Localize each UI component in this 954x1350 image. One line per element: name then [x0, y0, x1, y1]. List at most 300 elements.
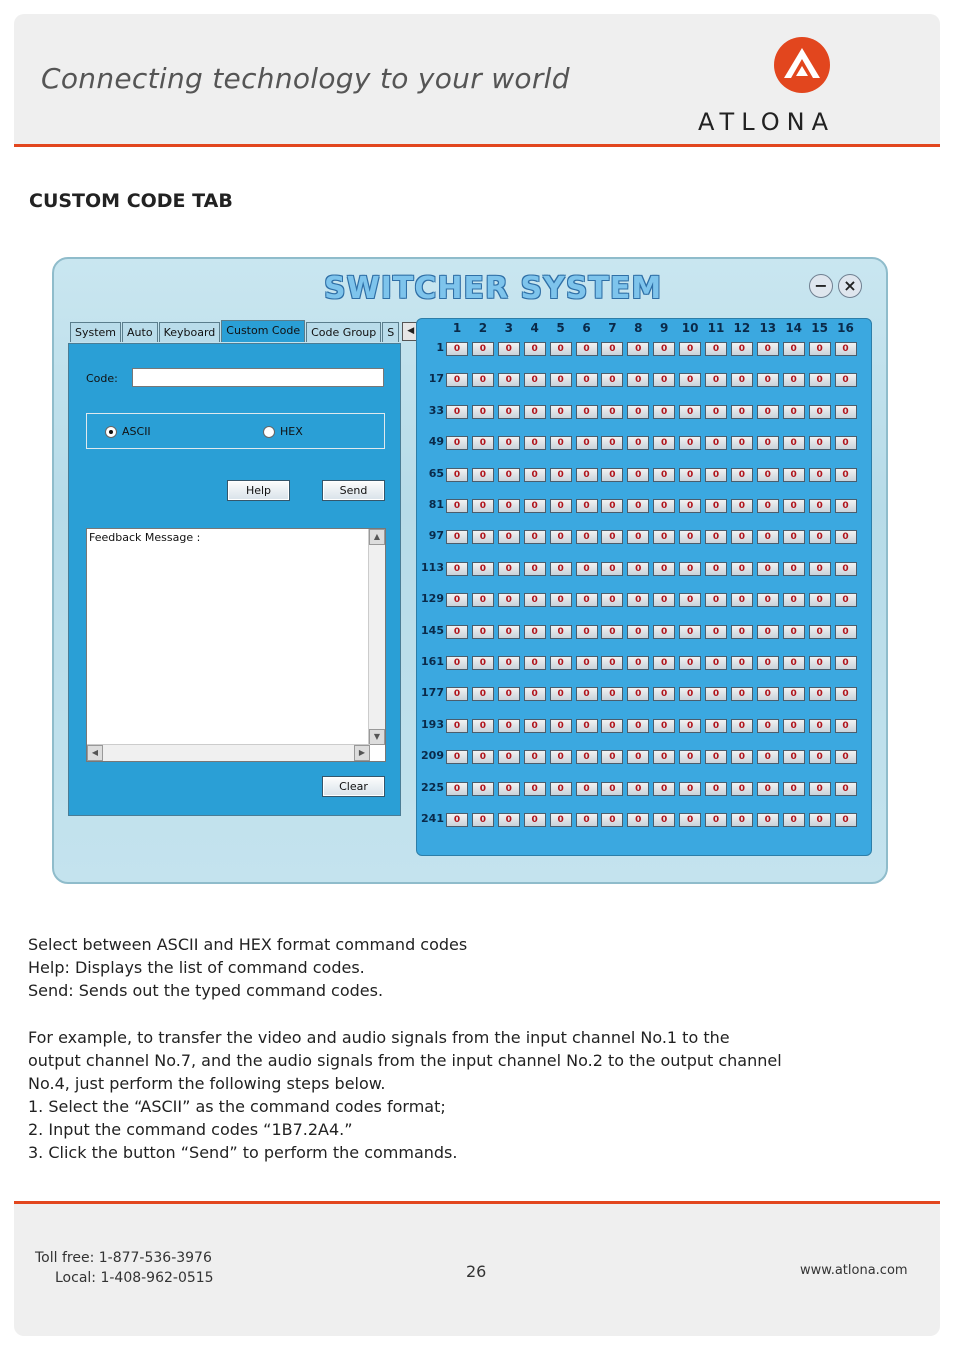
matrix-cell-button[interactable]: 0 [550, 342, 572, 356]
scroll-down-icon[interactable]: ▼ [369, 729, 385, 745]
matrix-cell-button[interactable]: 0 [835, 656, 857, 670]
matrix-cell-button[interactable]: 0 [731, 719, 753, 733]
matrix-cell-button[interactable]: 0 [809, 782, 831, 796]
matrix-cell-button[interactable]: 0 [731, 530, 753, 544]
matrix-cell-button[interactable]: 0 [524, 719, 546, 733]
matrix-cell-button[interactable]: 0 [809, 656, 831, 670]
matrix-cell-button[interactable]: 0 [783, 562, 805, 576]
matrix-cell-button[interactable]: 0 [498, 342, 520, 356]
matrix-cell-button[interactable]: 0 [498, 687, 520, 701]
matrix-cell-button[interactable]: 0 [835, 499, 857, 513]
matrix-cell-button[interactable]: 0 [627, 593, 649, 607]
matrix-cell-button[interactable]: 0 [550, 719, 572, 733]
matrix-cell-button[interactable]: 0 [524, 373, 546, 387]
matrix-cell-button[interactable]: 0 [446, 719, 468, 733]
matrix-cell-button[interactable]: 0 [731, 436, 753, 450]
matrix-cell-button[interactable]: 0 [705, 782, 727, 796]
matrix-row-header: 145 [421, 623, 444, 637]
matrix-cell-button[interactable]: 0 [679, 530, 701, 544]
matrix-cell-button[interactable]: 0 [472, 750, 494, 764]
matrix-cell-button[interactable]: 0 [809, 436, 831, 450]
matrix-cell-button[interactable]: 0 [783, 656, 805, 670]
matrix-cell-button[interactable]: 0 [446, 750, 468, 764]
matrix-cell-button[interactable]: 0 [601, 562, 623, 576]
body-text-line: No.4, just perform the following steps below. [28, 1074, 386, 1093]
matrix-cell-button[interactable]: 0 [576, 468, 598, 482]
matrix-cell-button[interactable]: 0 [679, 656, 701, 670]
matrix-cell-button[interactable]: 0 [835, 813, 857, 827]
matrix-cell-button[interactable]: 0 [757, 687, 779, 701]
matrix-cell-button[interactable]: 0 [809, 750, 831, 764]
matrix-cell-button[interactable]: 0 [576, 373, 598, 387]
matrix-cell-button[interactable]: 0 [679, 750, 701, 764]
matrix-cell-button[interactable]: 0 [550, 656, 572, 670]
matrix-cell-button[interactable]: 0 [731, 782, 753, 796]
matrix-cell-button[interactable]: 0 [627, 782, 649, 796]
horizontal-scrollbar[interactable] [87, 744, 370, 761]
matrix-cell-button[interactable]: 0 [576, 342, 598, 356]
matrix-cell-button[interactable]: 0 [783, 405, 805, 419]
ascii-label: ASCII [122, 425, 151, 438]
matrix-cell-button[interactable]: 0 [627, 468, 649, 482]
tab-s[interactable]: S [382, 322, 399, 342]
matrix-cell-button[interactable]: 0 [601, 593, 623, 607]
matrix-cell-button[interactable]: 0 [550, 373, 572, 387]
matrix-cell-button[interactable]: 0 [679, 813, 701, 827]
matrix-cell-button[interactable]: 0 [627, 656, 649, 670]
matrix-cell-button[interactable]: 0 [809, 342, 831, 356]
matrix-cell-button[interactable]: 0 [679, 719, 701, 733]
matrix-cell-button[interactable]: 0 [809, 813, 831, 827]
tab-auto[interactable]: Auto [122, 322, 158, 342]
matrix-cell-button[interactable]: 0 [627, 687, 649, 701]
matrix-cell-button[interactable]: 0 [705, 530, 727, 544]
matrix-cell-button[interactable]: 0 [576, 656, 598, 670]
matrix-cell-button[interactable]: 0 [731, 625, 753, 639]
matrix-cell-button[interactable]: 0 [705, 499, 727, 513]
matrix-cell-button[interactable]: 0 [601, 813, 623, 827]
matrix-cell-button[interactable]: 0 [550, 468, 572, 482]
matrix-cell-button[interactable]: 0 [576, 593, 598, 607]
body-text-line: 3. Click the button “Send” to perform the commands. [28, 1143, 458, 1162]
matrix-cell-button[interactable]: 0 [601, 625, 623, 639]
tab-system[interactable]: System [70, 322, 121, 342]
matrix-cell-button[interactable]: 0 [705, 656, 727, 670]
matrix-cell-button[interactable]: 0 [627, 436, 649, 450]
matrix-cell-button[interactable]: 0 [653, 436, 675, 450]
matrix-cell-button[interactable]: 0 [835, 468, 857, 482]
matrix-cell-button[interactable]: 0 [731, 656, 753, 670]
matrix-cell-button[interactable]: 0 [653, 499, 675, 513]
matrix-cell-button[interactable]: 0 [524, 562, 546, 576]
matrix-cell-button[interactable]: 0 [809, 625, 831, 639]
matrix-cell-button[interactable]: 0 [653, 750, 675, 764]
matrix-cell-button[interactable]: 0 [653, 530, 675, 544]
matrix-cell-button[interactable]: 0 [653, 342, 675, 356]
matrix-cell-button[interactable]: 0 [550, 593, 572, 607]
matrix-cell-button[interactable]: 0 [524, 625, 546, 639]
matrix-cell-button[interactable]: 0 [783, 436, 805, 450]
matrix-cell-button[interactable]: 0 [627, 499, 649, 513]
close-icon[interactable]: × [838, 274, 862, 298]
matrix-cell-button[interactable]: 0 [446, 813, 468, 827]
matrix-row-header: 1 [436, 341, 444, 354]
matrix-cell-button[interactable]: 0 [783, 687, 805, 701]
matrix-cell-button[interactable]: 0 [835, 530, 857, 544]
matrix-cell-button[interactable]: 0 [550, 405, 572, 419]
matrix-cell-button[interactable]: 0 [498, 405, 520, 419]
matrix-cell-button[interactable]: 0 [653, 719, 675, 733]
matrix-cell-button[interactable]: 0 [653, 373, 675, 387]
matrix-cell-button[interactable]: 0 [550, 750, 572, 764]
matrix-cell-button[interactable]: 0 [472, 468, 494, 482]
matrix-cell-button[interactable]: 0 [446, 593, 468, 607]
matrix-cell-button[interactable]: 0 [472, 436, 494, 450]
hex-radio[interactable] [263, 425, 303, 438]
matrix-cell-button[interactable]: 0 [601, 687, 623, 701]
matrix-cell-button[interactable]: 0 [783, 468, 805, 482]
matrix-cell-button[interactable]: 0 [757, 468, 779, 482]
matrix-cell-button[interactable]: 0 [757, 499, 779, 513]
matrix-cell-button[interactable]: 0 [627, 562, 649, 576]
matrix-cell-button[interactable]: 0 [627, 342, 649, 356]
matrix-cell-button[interactable]: 0 [705, 687, 727, 701]
matrix-cell-button[interactable]: 0 [835, 750, 857, 764]
matrix-cell-button[interactable]: 0 [472, 656, 494, 670]
matrix-cell-button[interactable]: 0 [809, 373, 831, 387]
matrix-cell-button[interactable]: 0 [601, 719, 623, 733]
matrix-cell-button[interactable]: 0 [472, 562, 494, 576]
matrix-cell-button[interactable]: 0 [524, 687, 546, 701]
matrix-cell-button[interactable]: 0 [472, 373, 494, 387]
help-button[interactable]: Help [227, 480, 290, 501]
matrix-cell-button[interactable]: 0 [679, 436, 701, 450]
matrix-cell-button[interactable]: 0 [627, 625, 649, 639]
scroll-left-icon[interactable]: ◀ [87, 745, 103, 761]
matrix-cell-button[interactable]: 0 [783, 373, 805, 387]
matrix-cell-button[interactable]: 0 [627, 405, 649, 419]
matrix-cell-button[interactable]: 0 [835, 562, 857, 576]
matrix-cell-button[interactable]: 0 [835, 405, 857, 419]
matrix-cell-button[interactable]: 0 [653, 625, 675, 639]
matrix-cell-button[interactable]: 0 [653, 562, 675, 576]
matrix-cell-button[interactable]: 0 [472, 405, 494, 419]
matrix-cell-button[interactable]: 0 [731, 750, 753, 764]
matrix-cell-button[interactable]: 0 [757, 593, 779, 607]
matrix-cell-button[interactable]: 0 [550, 499, 572, 513]
matrix-cell-button[interactable]: 0 [835, 625, 857, 639]
matrix-cell-button[interactable]: 0 [757, 813, 779, 827]
matrix-cell-button[interactable]: 0 [705, 405, 727, 419]
matrix-cell-button[interactable]: 0 [627, 750, 649, 764]
matrix-cell-button[interactable]: 0 [705, 750, 727, 764]
matrix-cell-button[interactable]: 0 [446, 499, 468, 513]
matrix-cell-button[interactable]: 0 [498, 719, 520, 733]
radio-selected-icon [105, 426, 117, 438]
matrix-cell-button[interactable]: 0 [576, 625, 598, 639]
matrix-cell-button[interactable]: 0 [653, 405, 675, 419]
matrix-cell-button[interactable]: 0 [550, 813, 572, 827]
matrix-cell-button[interactable]: 0 [705, 436, 727, 450]
matrix-row-header: 81 [428, 498, 444, 511]
matrix-column-header: 9 [660, 321, 669, 335]
matrix-cell-button[interactable]: 0 [679, 342, 701, 356]
tagline: Connecting technology to your world [41, 62, 570, 95]
matrix-cell-button[interactable]: 0 [679, 405, 701, 419]
matrix-cell-button[interactable]: 0 [783, 593, 805, 607]
matrix-cell-button[interactable]: 0 [835, 782, 857, 796]
matrix-cell-button[interactable]: 0 [757, 342, 779, 356]
matrix-cell-button[interactable]: 0 [472, 813, 494, 827]
matrix-cell-button[interactable]: 0 [498, 813, 520, 827]
matrix-cell-button[interactable]: 0 [627, 813, 649, 827]
matrix-cell-button[interactable]: 0 [809, 562, 831, 576]
matrix-cell-button[interactable]: 0 [498, 436, 520, 450]
matrix-cell-button[interactable]: 0 [679, 468, 701, 482]
matrix-cell-button[interactable]: 0 [653, 782, 675, 796]
matrix-cell-button[interactable]: 0 [757, 373, 779, 387]
tab-scroll-left-icon[interactable]: ◀ [402, 322, 419, 341]
matrix-cell-button[interactable]: 0 [627, 530, 649, 544]
matrix-cell-button[interactable]: 0 [524, 782, 546, 796]
matrix-cell-button[interactable]: 0 [757, 530, 779, 544]
scroll-right-icon[interactable]: ▶ [354, 745, 370, 761]
matrix-cell-button[interactable]: 0 [498, 782, 520, 796]
matrix-cell-button[interactable]: 0 [472, 625, 494, 639]
matrix-cell-button[interactable]: 0 [576, 687, 598, 701]
matrix-cell-button[interactable]: 0 [498, 656, 520, 670]
matrix-cell-button[interactable]: 0 [601, 436, 623, 450]
switcher-app-window [52, 257, 888, 884]
matrix-cell-button[interactable]: 0 [524, 499, 546, 513]
matrix-cell-button[interactable]: 0 [472, 719, 494, 733]
matrix-cell-button[interactable]: 0 [731, 468, 753, 482]
matrix-row-header: 65 [428, 466, 444, 480]
matrix-cell-button[interactable]: 0 [783, 719, 805, 733]
matrix-cell-button[interactable]: 0 [731, 405, 753, 419]
matrix-cell-button[interactable]: 0 [809, 687, 831, 701]
matrix-cell-button[interactable]: 0 [576, 499, 598, 513]
matrix-cell-button[interactable]: 0 [653, 687, 675, 701]
matrix-cell-button[interactable]: 0 [446, 468, 468, 482]
matrix-cell-button[interactable]: 0 [731, 813, 753, 827]
website-link[interactable]: www.atlona.com [800, 1263, 908, 1278]
matrix-cell-button[interactable]: 0 [809, 405, 831, 419]
tab-code-group[interactable]: Code Group [306, 322, 381, 342]
matrix-cell-button[interactable]: 0 [731, 342, 753, 356]
vertical-scrollbar[interactable] [368, 529, 385, 745]
matrix-cell-button[interactable]: 0 [550, 530, 572, 544]
matrix-cell-button[interactable]: 0 [576, 719, 598, 733]
matrix-cell-button[interactable]: 0 [835, 687, 857, 701]
matrix-cell-button[interactable]: 0 [576, 405, 598, 419]
matrix-cell-button[interactable]: 0 [731, 593, 753, 607]
matrix-cell-button[interactable]: 0 [601, 468, 623, 482]
code-input[interactable] [132, 368, 384, 387]
matrix-cell-button[interactable]: 0 [809, 593, 831, 607]
matrix-cell-button[interactable]: 0 [679, 499, 701, 513]
matrix-cell-button[interactable]: 0 [835, 342, 857, 356]
matrix-cell-button[interactable]: 0 [757, 750, 779, 764]
matrix-cell-button[interactable]: 0 [550, 562, 572, 576]
matrix-cell-button[interactable]: 0 [809, 468, 831, 482]
radio-unselected-icon [263, 426, 275, 438]
matrix-cell-button[interactable]: 0 [653, 813, 675, 827]
matrix-cell-button[interactable]: 0 [498, 562, 520, 576]
matrix-cell-button[interactable]: 0 [783, 499, 805, 513]
matrix-cell-button[interactable]: 0 [446, 530, 468, 544]
matrix-cell-button[interactable]: 0 [601, 342, 623, 356]
matrix-cell-button[interactable]: 0 [783, 625, 805, 639]
matrix-cell-button[interactable]: 0 [446, 342, 468, 356]
matrix-cell-button[interactable]: 0 [809, 530, 831, 544]
matrix-cell-button[interactable]: 0 [835, 436, 857, 450]
tab-custom-code[interactable]: Custom Code [221, 320, 305, 342]
matrix-cell-button[interactable]: 0 [783, 813, 805, 827]
matrix-cell-button[interactable]: 0 [576, 530, 598, 544]
matrix-cell-button[interactable]: 0 [705, 468, 727, 482]
matrix-cell-button[interactable]: 0 [601, 499, 623, 513]
matrix-cell-button[interactable]: 0 [705, 562, 727, 576]
matrix-cell-button[interactable]: 0 [601, 373, 623, 387]
matrix-cell-button[interactable]: 0 [679, 562, 701, 576]
matrix-cell-button[interactable]: 0 [524, 405, 546, 419]
matrix-cell-button[interactable]: 0 [679, 625, 701, 639]
matrix-cell-button[interactable]: 0 [835, 719, 857, 733]
matrix-cell-button[interactable]: 0 [446, 782, 468, 796]
matrix-cell-button[interactable]: 0 [576, 436, 598, 450]
matrix-cell-button[interactable]: 0 [679, 373, 701, 387]
matrix-cell-button[interactable]: 0 [679, 687, 701, 701]
matrix-cell-button[interactable]: 0 [731, 687, 753, 701]
matrix-cell-button[interactable]: 0 [757, 719, 779, 733]
matrix-cell-button[interactable]: 0 [731, 499, 753, 513]
matrix-cell-button[interactable]: 0 [783, 782, 805, 796]
matrix-cell-button[interactable]: 0 [731, 562, 753, 576]
matrix-cell-button[interactable]: 0 [498, 468, 520, 482]
feedback-message-box[interactable] [86, 528, 386, 762]
matrix-cell-button[interactable]: 0 [446, 562, 468, 576]
matrix-cell-button[interactable]: 0 [446, 687, 468, 701]
matrix-column-header: 8 [634, 321, 643, 335]
matrix-cell-button[interactable]: 0 [757, 562, 779, 576]
matrix-cell-button[interactable]: 0 [472, 687, 494, 701]
matrix-cell-button[interactable]: 0 [757, 436, 779, 450]
matrix-cell-button[interactable]: 0 [498, 625, 520, 639]
matrix-cell-button[interactable]: 0 [524, 813, 546, 827]
matrix-cell-button[interactable]: 0 [627, 373, 649, 387]
matrix-cell-button[interactable]: 0 [446, 625, 468, 639]
matrix-cell-button[interactable]: 0 [705, 719, 727, 733]
matrix-cell-button[interactable]: 0 [498, 373, 520, 387]
matrix-cell-button[interactable]: 0 [446, 656, 468, 670]
matrix-cell-button[interactable]: 0 [472, 782, 494, 796]
matrix-cell-button[interactable]: 0 [809, 719, 831, 733]
matrix-cell-button[interactable]: 0 [498, 499, 520, 513]
ascii-radio[interactable] [105, 425, 151, 438]
matrix-cell-button[interactable]: 0 [783, 342, 805, 356]
matrix-cell-button[interactable]: 0 [524, 342, 546, 356]
scroll-up-icon[interactable]: ▲ [369, 529, 385, 545]
matrix-cell-button[interactable]: 0 [446, 405, 468, 419]
matrix-cell-button[interactable]: 0 [498, 750, 520, 764]
matrix-cell-button[interactable]: 0 [705, 342, 727, 356]
matrix-cell-button[interactable]: 0 [653, 468, 675, 482]
matrix-row-header: 241 [421, 812, 444, 825]
matrix-cell-button[interactable]: 0 [653, 656, 675, 670]
matrix-cell-button[interactable]: 0 [472, 530, 494, 544]
matrix-cell-button[interactable]: 0 [731, 373, 753, 387]
matrix-cell-button[interactable]: 0 [705, 625, 727, 639]
matrix-cell-button[interactable]: 0 [498, 593, 520, 607]
body-text-line: 1. Select the “ASCII” as the command codes format; [28, 1097, 446, 1116]
send-button[interactable]: Send [322, 480, 385, 501]
body-text-line: Send: Sends out the typed command codes. [28, 981, 384, 1000]
matrix-cell-button[interactable]: 0 [550, 436, 572, 450]
matrix-cell-button[interactable]: 0 [705, 593, 727, 607]
matrix-cell-button[interactable]: 0 [550, 687, 572, 701]
matrix-cell-button[interactable]: 0 [446, 436, 468, 450]
matrix-cell-button[interactable]: 0 [576, 782, 598, 796]
matrix-cell-button[interactable]: 0 [783, 750, 805, 764]
matrix-cell-button[interactable]: 0 [601, 750, 623, 764]
matrix-cell-button[interactable]: 0 [576, 813, 598, 827]
matrix-column-header: 6 [582, 321, 591, 335]
matrix-cell-button[interactable]: 0 [627, 719, 649, 733]
matrix-cell-button[interactable]: 0 [576, 562, 598, 576]
matrix-cell-button[interactable]: 0 [550, 782, 572, 796]
matrix-cell-button[interactable]: 0 [601, 405, 623, 419]
matrix-cell-button[interactable]: 0 [653, 593, 675, 607]
matrix-cell-button[interactable]: 0 [472, 499, 494, 513]
page-number: 26 [466, 1262, 487, 1281]
matrix-cell-button[interactable]: 0 [757, 405, 779, 419]
matrix-cell-button[interactable]: 0 [576, 750, 598, 764]
matrix-cell-button[interactable]: 0 [524, 530, 546, 544]
matrix-column-header: 7 [608, 321, 617, 335]
matrix-cell-button[interactable]: 0 [705, 373, 727, 387]
tab-keyboard[interactable]: Keyboard [159, 322, 221, 342]
matrix-cell-button[interactable]: 0 [757, 656, 779, 670]
matrix-cell-button[interactable]: 0 [679, 593, 701, 607]
matrix-cell-button[interactable]: 0 [550, 625, 572, 639]
matrix-cell-button[interactable]: 0 [783, 530, 805, 544]
matrix-cell-button[interactable]: 0 [835, 373, 857, 387]
clear-button[interactable]: Clear [322, 776, 385, 797]
matrix-cell-button[interactable]: 0 [835, 593, 857, 607]
matrix-cell-button[interactable]: 0 [601, 656, 623, 670]
matrix-cell-button[interactable]: 0 [524, 436, 546, 450]
matrix-cell-button[interactable]: 0 [446, 373, 468, 387]
matrix-cell-button[interactable]: 0 [757, 782, 779, 796]
matrix-cell-button[interactable]: 0 [524, 468, 546, 482]
matrix-cell-button[interactable]: 0 [472, 342, 494, 356]
matrix-cell-button[interactable]: 0 [498, 530, 520, 544]
matrix-cell-button[interactable]: 0 [809, 499, 831, 513]
matrix-cell-button[interactable]: 0 [524, 593, 546, 607]
matrix-cell-button[interactable]: 0 [757, 625, 779, 639]
matrix-cell-button[interactable]: 0 [601, 782, 623, 796]
matrix-cell-button[interactable]: 0 [472, 593, 494, 607]
matrix-cell-button[interactable]: 0 [679, 782, 701, 796]
minimize-icon[interactable]: − [809, 274, 833, 298]
matrix-cell-button[interactable]: 0 [524, 750, 546, 764]
matrix-row-header: 17 [428, 372, 444, 386]
matrix-cell-button[interactable]: 0 [705, 813, 727, 827]
matrix-column-header: 4 [530, 321, 539, 335]
matrix-cell-button[interactable]: 0 [601, 530, 623, 544]
matrix-cell-button[interactable]: 0 [524, 656, 546, 670]
